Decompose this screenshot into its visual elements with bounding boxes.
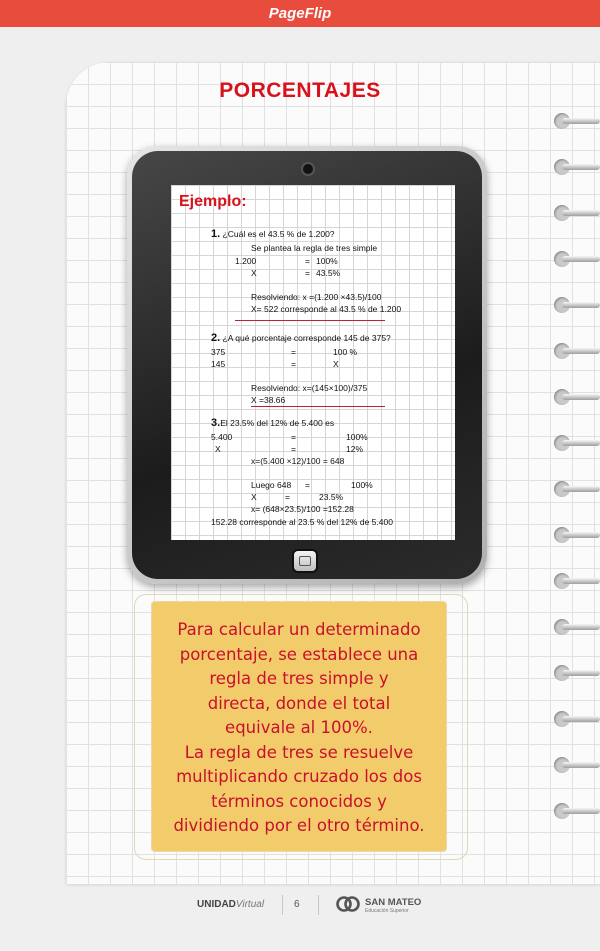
problem-1 [211,229,335,240]
page-footer [0,890,600,920]
tablet-bezel [132,151,482,579]
example-line: = [305,268,310,278]
note-line: equivale al 100%. [225,718,373,737]
example-line: 43.5% [316,268,341,278]
spiral-ring-icon [554,802,600,820]
example-line: 12% [346,444,364,454]
footer-divider [318,895,319,915]
san-mateo-logo-icon [336,893,360,915]
spiral-ring-icon [554,756,600,774]
spiral-ring-icon [554,112,600,130]
top-bar [0,0,600,27]
note-line: multiplicando cruzado los dos [176,767,422,786]
problem-number: 3. [211,417,221,429]
spiral-ring-icon [554,342,600,360]
note-line: La regla de tres se resuelve [184,742,414,762]
problem-2 [211,333,391,344]
spiral-ring-icon [554,572,600,590]
note-text [152,618,446,839]
example-line: Resolviendo: x=(145×100)/375 [251,383,368,393]
note-line: Para calcular un determinado [177,620,421,639]
example-line: X [215,444,221,454]
spiral-ring-icon [554,664,600,682]
example-line: = [305,480,310,490]
app-title: PageFlip [268,5,332,22]
example-line: 1.200 [235,256,257,266]
spiral-ring-icon [554,158,600,176]
spiral-ring-icon [554,526,600,544]
example-line: X [333,359,339,369]
example-line: x= (648×23.5)/100 =152.28 [251,504,354,514]
example-line: 100% [346,432,368,442]
brand-name: SAN MATEO [365,897,422,908]
example-line: 100% [316,256,338,266]
problem-text: ¿Cuál es el 43.5 % de 1.200? [220,229,335,239]
example-line: X= 522 corresponde al 43.5 % de 1.200 [251,304,402,314]
example-line: 375 [211,347,226,357]
page-title: PORCENTAJES [219,79,381,102]
example-line: x=(5.400 ×12)/100 = 648 [251,456,345,466]
example-line: Se plantea la regla de tres simple [251,243,378,253]
problem-3 [211,418,334,429]
example-line: = [291,359,296,369]
example-line: 152.28 corresponde al 23.5 % del 12% de 5.400 [211,517,393,527]
spiral-ring-icon [554,250,600,268]
example-line: = [291,444,296,454]
spiral-ring-icon [554,434,600,452]
example-heading: Ejemplo: [179,193,247,210]
example-line: Resolviendo: x =(1.200 ×43.5)/100 [251,292,382,302]
unidad-virtual-logo: UNIDADVirtual [197,899,265,910]
example-line: 100% [351,480,373,490]
example-line: X [251,492,257,502]
example-line: = [285,492,290,502]
example-line: X [251,268,257,278]
page-number: 6 [294,899,300,910]
problem-text: El 23.5% del 12% de 5.400 es [220,418,335,428]
spiral-ring-icon [554,204,600,222]
spiral-ring-icon [554,710,600,728]
example-line: X =38.66 [251,395,286,405]
tablet-illustration [127,146,487,584]
example-line: 145 [211,359,226,369]
note-line: dividiendo por el otro término. [173,816,425,835]
footer-divider [282,895,283,915]
tablet-screen [171,185,455,540]
home-button-icon [294,551,316,571]
problem-number: 1. [211,228,221,240]
note-line: directa, donde el total [207,693,391,713]
divider [251,406,385,407]
example-line: 5.400 [211,432,233,442]
spiral-ring-icon [554,618,600,636]
note-line: términos conocidos y [211,791,387,811]
note-line: porcentaje, se establece una [179,644,419,664]
spiral-ring-icon [554,296,600,314]
spiral-ring-icon [554,388,600,406]
example-line: 100 % [333,347,358,357]
divider [235,320,385,321]
example-line: 23.5% [319,492,344,502]
example-line: = [291,347,296,357]
example-line: Luego 648 [251,480,292,490]
brand-subtitle: Educación Superior [365,908,409,914]
example-line: = [305,256,310,266]
camera-icon [303,164,313,174]
problem-text: ¿A qué porcentaje corresponde 145 de 375? [220,333,391,343]
spiral-ring-icon [554,480,600,498]
example-line: = [291,432,296,442]
note-line: regla de tres simple y [209,669,389,688]
problem-number: 2. [211,332,221,344]
